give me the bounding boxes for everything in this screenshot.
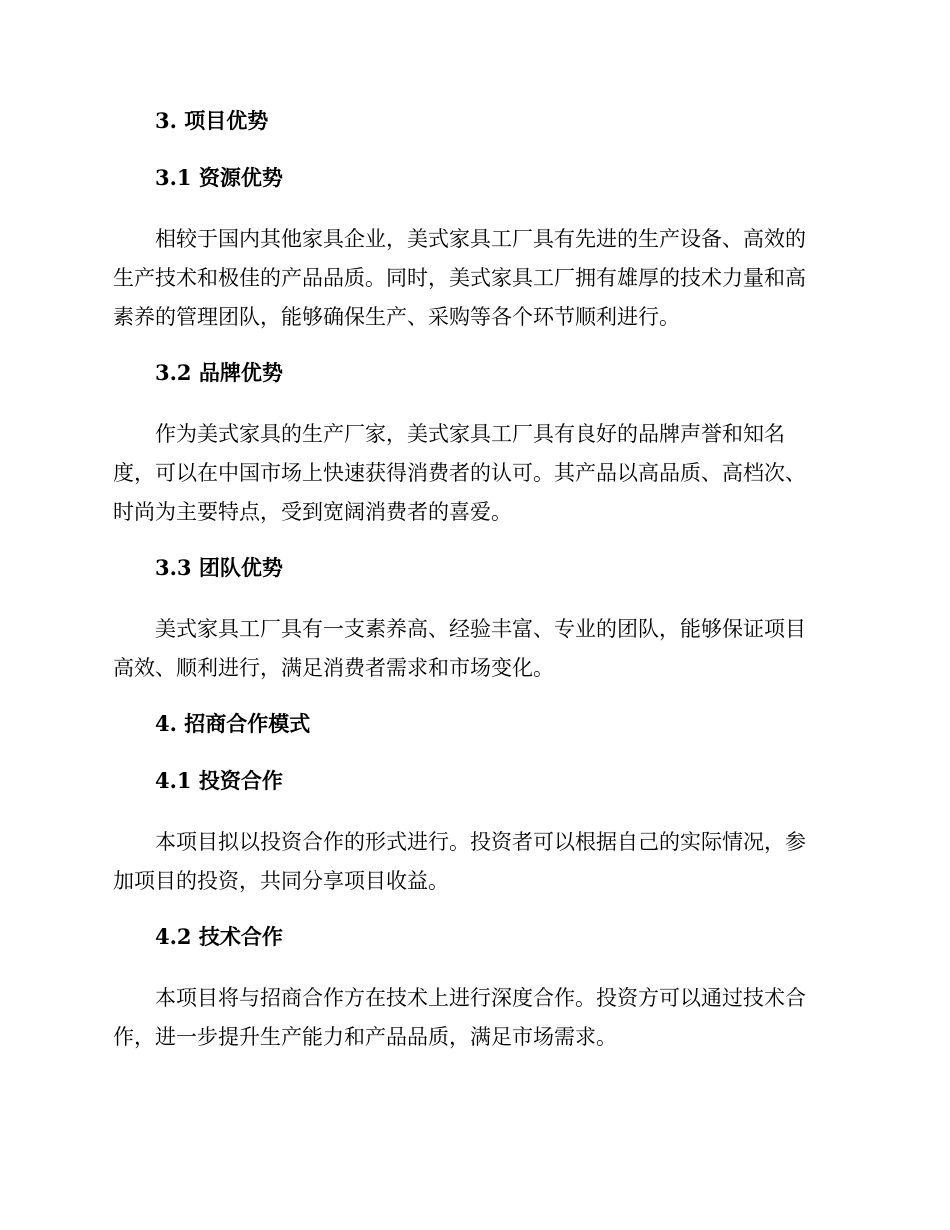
paragraph-line: 素养的管理团队，能够确保生产、采购等各个环节顺利进行。 [113, 305, 680, 329]
paragraph-line: 相较于国内其他家具企业，美式家具工厂具有先进的生产设备、高效的 [155, 227, 806, 251]
paragraph-line: 生产技术和极佳的产品品质。同时，美式家具工厂拥有雄厚的技术力量和高 [113, 266, 806, 290]
paragraph-line: 本项目将与招商合作方在技术上进行深度合作。投资方可以通过技术合 [155, 986, 806, 1010]
section-3-1-heading: 3.1 资源优势 [155, 165, 283, 190]
paragraph-line: 美式家具工厂具有一支素养高、经验丰富、专业的团队，能够保证项目 [155, 617, 806, 641]
document-content [113, 106, 833, 1078]
section-3-3-paragraph [113, 610, 833, 688]
section-4-1-paragraph [113, 823, 833, 901]
section-3-3-heading: 3.3 团队优势 [155, 555, 283, 580]
paragraph-line: 加项目的投资，共同分享项目收益。 [113, 869, 449, 893]
section-4-2-paragraph [113, 979, 833, 1057]
paragraph-line: 作，进一步提升生产能力和产品品质，满足市场需求。 [113, 1025, 617, 1049]
section-4-heading: 4. 招商合作模式 [155, 711, 311, 736]
section-3-1-paragraph [113, 220, 833, 337]
section-4-1-heading: 4.1 投资合作 [155, 768, 283, 793]
section-3-2-heading: 3.2 品牌优势 [155, 360, 283, 385]
paragraph-line: 作为美式家具的生产厂家，美式家具工厂具有良好的品牌声誉和知名 [155, 422, 785, 446]
paragraph-line: 度，可以在中国市场上快速获得消费者的认可。其产品以高品质、高档次、 [113, 461, 806, 485]
section-3-2-paragraph [113, 415, 833, 532]
paragraph-line: 时尚为主要特点，受到宽阔消费者的喜爱。 [113, 500, 512, 524]
section-4-2-heading: 4.2 技术合作 [155, 924, 283, 949]
paragraph-line: 本项目拟以投资合作的形式进行。投资者可以根据自己的实际情况，参 [155, 830, 806, 854]
paragraph-line: 高效、顺利进行，满足消费者需求和市场变化。 [113, 656, 554, 680]
section-3-heading: 3. 项目优势 [155, 108, 269, 133]
